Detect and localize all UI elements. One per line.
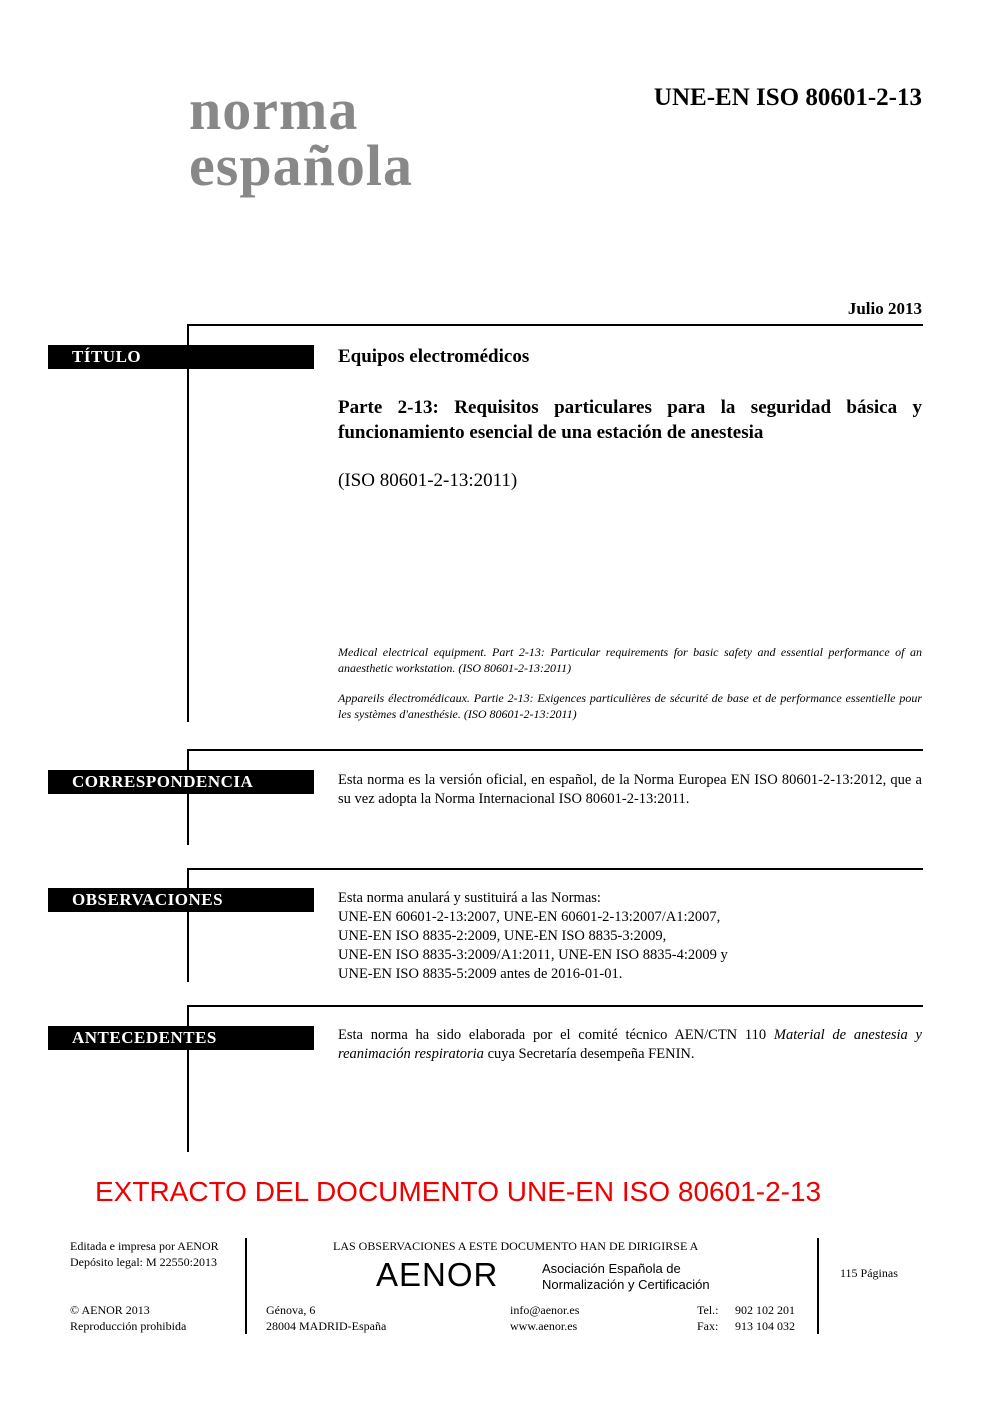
antecedentes-text-end: cuya Secretaría desempeña FENIN. [483, 1046, 695, 1062]
observaciones-line: Esta norma anulará y sustituirá a las Normas: [338, 890, 601, 906]
label-observaciones: OBSERVACIONES [48, 888, 314, 912]
divider-observaciones [187, 868, 923, 870]
observaciones-line: UNE-EN ISO 8835-3:2009/A1:2011, UNE-EN ISO 8835-4:2009 y [338, 947, 728, 963]
observaciones-line: UNE-EN ISO 8835-2:2009, UNE-EN ISO 8835-3:2009, [338, 928, 667, 944]
footer-separator-right [817, 1238, 819, 1334]
aenor-org-name [542, 1261, 710, 1293]
vline-titulo [187, 324, 189, 722]
vline-observaciones [187, 868, 189, 982]
doc-subtitle: Parte 2-13: Requisitos particulares para la seguridad básica y funcionamiento esencial de una estación de anestesia [338, 397, 922, 443]
standard-code: UNE-EN ISO 80601-2-13 [653, 84, 922, 111]
observaciones-text [338, 889, 922, 984]
footer-fax-label: Fax: [697, 1319, 719, 1333]
label-correspondencia: CORRESPONDENCIA [48, 770, 314, 794]
observaciones-line: UNE-EN 60601-2-13:2007, UNE-EN 60601-2-13:2007/A1:2007, [338, 909, 721, 925]
correspondencia-text: Esta norma es la versión oficial, en español, de la Norma Europea EN ISO 80601-2-13:2012, que a su vez adopta la Norma Internacional ISO 80601-2-13:2011. [338, 772, 922, 807]
doc-title: Equipos electromédicos [338, 346, 530, 367]
footer-tel: 902 102 201 [735, 1303, 795, 1317]
footer-address-2: 28004 MADRID-España [266, 1319, 387, 1333]
footer-deposit: Depósito legal: M 22550:2013 [70, 1255, 217, 1269]
observaciones-line: UNE-EN ISO 8835-5:2009 antes de 2016-01-01. [338, 966, 623, 982]
divider-antecedentes [187, 1005, 923, 1007]
footer-separator-left [245, 1238, 247, 1334]
title-french: Appareils électromédicaux. Partie 2-13: Exigences particulières de sécurité de base et de performance essentielle pour les systèmes d'anesthésie. (ISO 80601-2-13:2011) [338, 691, 922, 721]
label-titulo: TÍTULO [48, 345, 314, 369]
label-antecedentes: ANTECEDENTES [48, 1026, 314, 1050]
extract-notice: EXTRACTO DEL DOCUMENTO UNE-EN ISO 80601-2-13 [95, 1176, 822, 1207]
footer-address-1: Génova, 6 [266, 1303, 316, 1317]
divider-titulo [187, 324, 923, 326]
footer-page-count: 115 Páginas [840, 1266, 898, 1280]
antecedentes-text [338, 1026, 922, 1064]
footer-web[interactable]: www.aenor.es [510, 1319, 578, 1333]
vline-correspondencia [187, 749, 189, 845]
footer-fax: 913 104 032 [735, 1319, 795, 1333]
brand-line-1: norma [189, 77, 359, 142]
footer-email[interactable]: info@aenor.es [510, 1303, 580, 1317]
footer-edited: Editada e impresa por AENOR [70, 1239, 219, 1253]
title-english: Medical electrical equipment. Part 2-13: Particular requirements for basic safety and essential performance of an anaesthetic workstation. (ISO 80601-2-13:2011) [338, 645, 922, 675]
antecedentes-text-start: Esta norma ha sido elaborada por el comité técnico AEN/CTN 110 [338, 1027, 774, 1043]
brand-line-2: española [189, 133, 413, 198]
aenor-org-line-2: Normalización y Certificación [542, 1277, 710, 1292]
divider-correspondencia [187, 749, 923, 751]
aenor-logo: AENOR [376, 1256, 499, 1293]
aenor-org-line-1: Asociación Española de [542, 1261, 681, 1276]
antecedentes-committee-name: Material de anestesia y reanimación respiratoria [338, 1027, 922, 1062]
brand-title [189, 77, 413, 198]
footer-tel-label: Tel.: [697, 1303, 719, 1317]
footer-reproduction: Reproducción prohibida [70, 1319, 187, 1333]
footer-observations-notice: LAS OBSERVACIONES A ESTE DOCUMENTO HAN DE DIRIGIRSE A [333, 1239, 699, 1253]
doc-reference: (ISO 80601-2-13:2011) [338, 470, 518, 491]
publication-date: Julio 2013 [847, 299, 922, 318]
footer-copyright: © AENOR 2013 [70, 1303, 150, 1317]
